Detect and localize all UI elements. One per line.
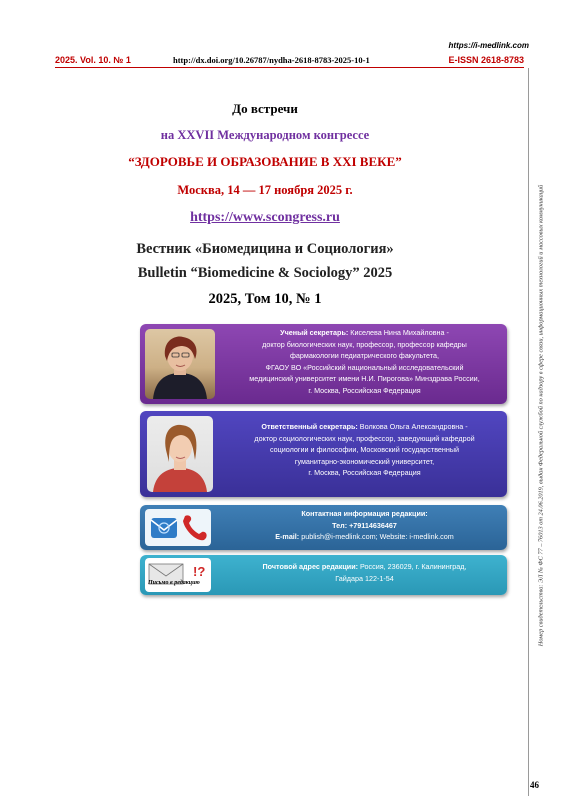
phone-label: Тел: — [332, 520, 348, 530]
secretary-line: доктор биологических наук, профессор, профессор кафедры — [262, 339, 467, 349]
contact-icon-box — [145, 509, 211, 546]
secretary-photo — [145, 329, 215, 399]
congress-date: Москва, 14 — 17 ноября 2025 г. — [177, 183, 353, 197]
issn-label: E-ISSN 2618-8783 — [448, 55, 524, 65]
postal-address-2: Гайдара 122-1-54 — [335, 573, 394, 583]
postal-address-1: Россия, 236029, г. Калининград, — [358, 562, 467, 571]
responsible-line: доктор социологических наук, профессор, заведующий кафедрой — [254, 433, 475, 443]
responsible-line: социологии и философии, Московский государственный — [269, 445, 460, 455]
responsible-name: Волкова Ольга Александровна - — [357, 422, 468, 431]
secretary-name: Киселева Нина Михайловна - — [348, 328, 449, 337]
phone-number[interactable]: +79114636467 — [347, 520, 397, 530]
responsible-label: Ответственный секретарь: — [261, 422, 358, 431]
page-number: 46 — [530, 780, 539, 790]
secretary-line: г. Москва, Российская Федерация — [308, 385, 421, 395]
phone-icon — [183, 515, 207, 540]
secretary-label: Ученый секретарь: — [280, 328, 349, 337]
svg-text:!?: !? — [193, 564, 206, 579]
journal-volume: 2025, Том 10, № 1 — [208, 291, 322, 307]
secretary-line: ФГАОУ ВО «Российский национальный исследовательский — [265, 362, 464, 372]
side-divider — [528, 68, 529, 796]
heading-see-you: До встречи — [232, 101, 298, 116]
responsible-line: гуманитарно-экономический университет, — [294, 456, 435, 466]
registration-note: Номер свидетельства: ЭЛ № ФС 77 – 76013 от 24.06.2019, выдан Федеральной службой по надзору в сфере связи, информационных технологий и массовых коммуникаций — [537, 184, 545, 647]
email-icon — [151, 518, 177, 538]
secretary-line: медицинский университет имени Н.И. Пирогова» Минздрава России, — [249, 374, 480, 384]
postal-card — [140, 555, 507, 595]
postal-icon-box — [145, 558, 211, 592]
doi-link[interactable]: http://dx.doi.org/10.26787/nydha-2618-8783-2025-10-1 — [173, 55, 370, 65]
email-label: E-mail: — [275, 532, 300, 542]
contact-title: Контактная информация редакции: — [301, 509, 428, 518]
site-link[interactable]: https://i-medlink.com — [448, 41, 529, 50]
congress-link[interactable]: https://www.scongress.ru — [190, 210, 340, 225]
secretary-line: фармакологии педиатрического факультета, — [289, 351, 440, 361]
responsible-line: г. Москва, Российская Федерация — [308, 468, 421, 478]
issue-label: 2025. Vol. 10. № 1 — [55, 55, 131, 65]
responsible-card — [140, 411, 507, 497]
journal-title-en: Bulletin “Biomedicine & Sociology” 2025 — [137, 265, 393, 281]
journal-title-ru: Вестник «Биомедицина и Социология» — [136, 241, 394, 257]
header-divider — [55, 67, 524, 68]
responsible-photo — [147, 416, 213, 492]
contact-card — [140, 505, 507, 550]
postal-title: Почтовой адрес редакции: — [262, 562, 359, 571]
congress-title: “ЗДОРОВЬЕ И ОБРАЗОВАНИЕ В XXI ВЕКЕ” — [128, 154, 402, 169]
congress-name: на XXVII Международном конгрессе — [160, 128, 370, 142]
envelope-icon-text: Письмо в редакцию — [148, 580, 200, 586]
secretary-card — [140, 324, 507, 404]
email-address[interactable]: publish@i-medlink.com; Website: i-medlink.com — [299, 532, 454, 542]
